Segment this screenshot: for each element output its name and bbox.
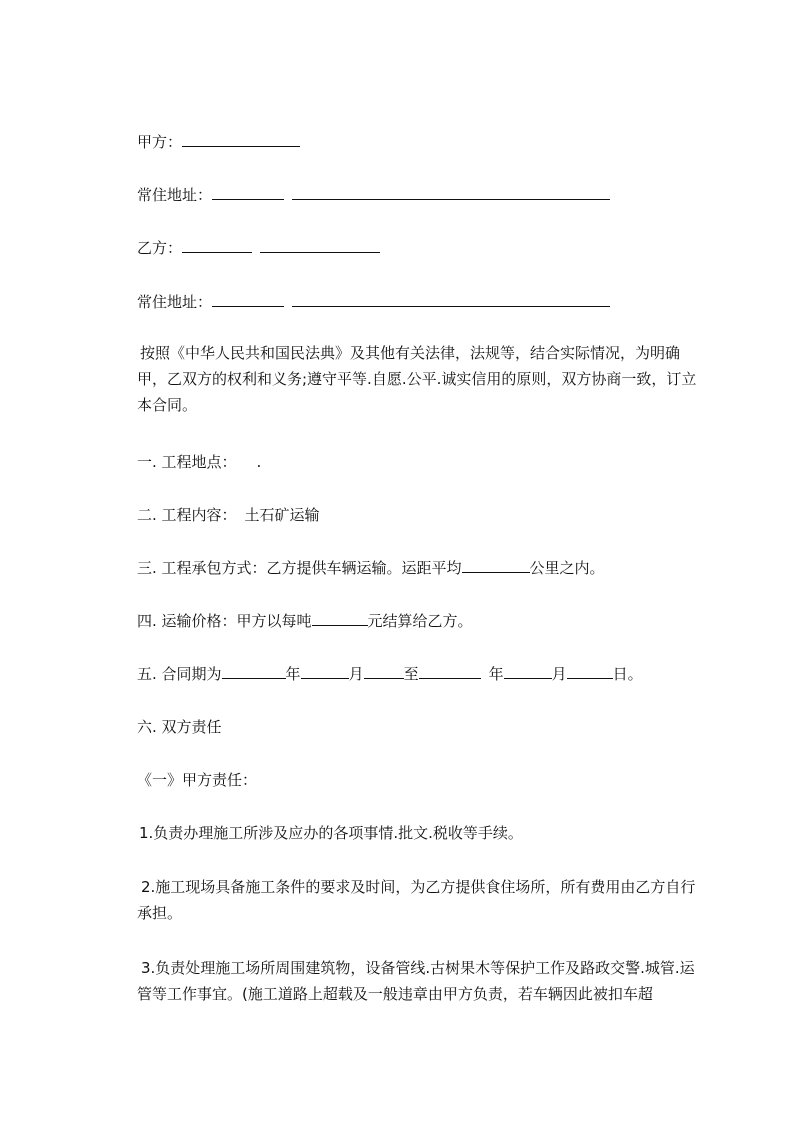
party-a-duties-heading: 《一》甲方责任：	[137, 771, 258, 789]
distance-blank[interactable]	[462, 557, 530, 573]
end-day-blank[interactable]	[567, 663, 613, 679]
address-b-label: 常住地址：	[137, 293, 213, 311]
clause-2-label: 二. 工程内容：	[137, 506, 237, 524]
start-year-blank[interactable]	[222, 663, 286, 679]
clause-1-label: 一. 工程地点：	[137, 453, 237, 471]
address-b-blank-1[interactable]	[212, 291, 284, 307]
address-a-blank-1[interactable]	[212, 184, 284, 200]
start-month-blank[interactable]	[301, 663, 349, 679]
party-b-line	[137, 237, 380, 259]
party-a-blank[interactable]	[182, 131, 300, 147]
start-day-blank[interactable]	[364, 663, 404, 679]
clause-4-suffix: 元结算给乙方。	[367, 612, 473, 630]
clause-3	[137, 557, 605, 579]
start-year-unit: 年	[285, 665, 301, 683]
price-blank[interactable]	[312, 610, 368, 626]
clause-2	[137, 504, 320, 526]
party-b-blank-1[interactable]	[182, 237, 252, 253]
duty-item-2: 2.施工现场具备施工条件的要求及时间，为乙方提供食住场所，所有费用由乙方自行承担。	[137, 878, 696, 922]
address-a-line	[137, 184, 610, 206]
end-year-blank[interactable]	[419, 663, 481, 679]
clause-1	[137, 451, 261, 473]
duty-item-1: 1.负责办理施工所涉及应办的各项事情.批文.税收等手续。	[139, 824, 523, 842]
end-day-unit: 日。	[612, 665, 643, 683]
address-b-line	[137, 291, 610, 313]
clause-6	[137, 716, 222, 738]
clause-3-suffix: 公里之内。	[529, 559, 605, 577]
intro-paragraph: 按照《中华人民共和国民法典》及其他有关法律，法规等，结合实际情况，为明确甲，乙双方的权利和义务;遵守平等.自愿.公平.诚实信用的原则，双方协商一致，订立本合同。	[137, 344, 697, 414]
end-year-unit: 年	[488, 665, 504, 683]
clause-4-label: 四. 运输价格：甲方以每吨	[137, 612, 312, 630]
clause-6-label: 六. 双方责任	[137, 718, 222, 736]
address-b-blank-2[interactable]	[292, 291, 610, 307]
end-month-blank[interactable]	[504, 663, 552, 679]
clause-5-label: 五. 合同期为	[137, 665, 222, 683]
duty-item-3: 3.负责处理施工场所周围建筑物，设备管线.古树果木等保护工作及路政交警.城管.运管等工作事宜。(施工道路上超载及一般违章由甲方负责，若车辆因此被扣车超	[137, 959, 695, 1003]
clause-4	[137, 610, 473, 632]
to-word: 至	[403, 665, 419, 683]
address-a-blank-2[interactable]	[292, 184, 610, 200]
party-b-label: 乙方：	[137, 239, 183, 257]
address-a-label: 常住地址：	[137, 186, 213, 204]
party-a-line	[137, 131, 300, 153]
party-b-blank-2[interactable]	[260, 237, 380, 253]
clause-2-value: 土石矿运输	[244, 506, 320, 524]
clause-1-value: .	[256, 453, 262, 471]
clause-5	[137, 663, 643, 685]
party-a-label: 甲方：	[137, 133, 183, 151]
start-month-unit: 月	[348, 665, 364, 683]
end-month-unit: 月	[551, 665, 567, 683]
clause-3-label: 三. 工程承包方式：乙方提供车辆运输。运距平均	[137, 559, 462, 577]
